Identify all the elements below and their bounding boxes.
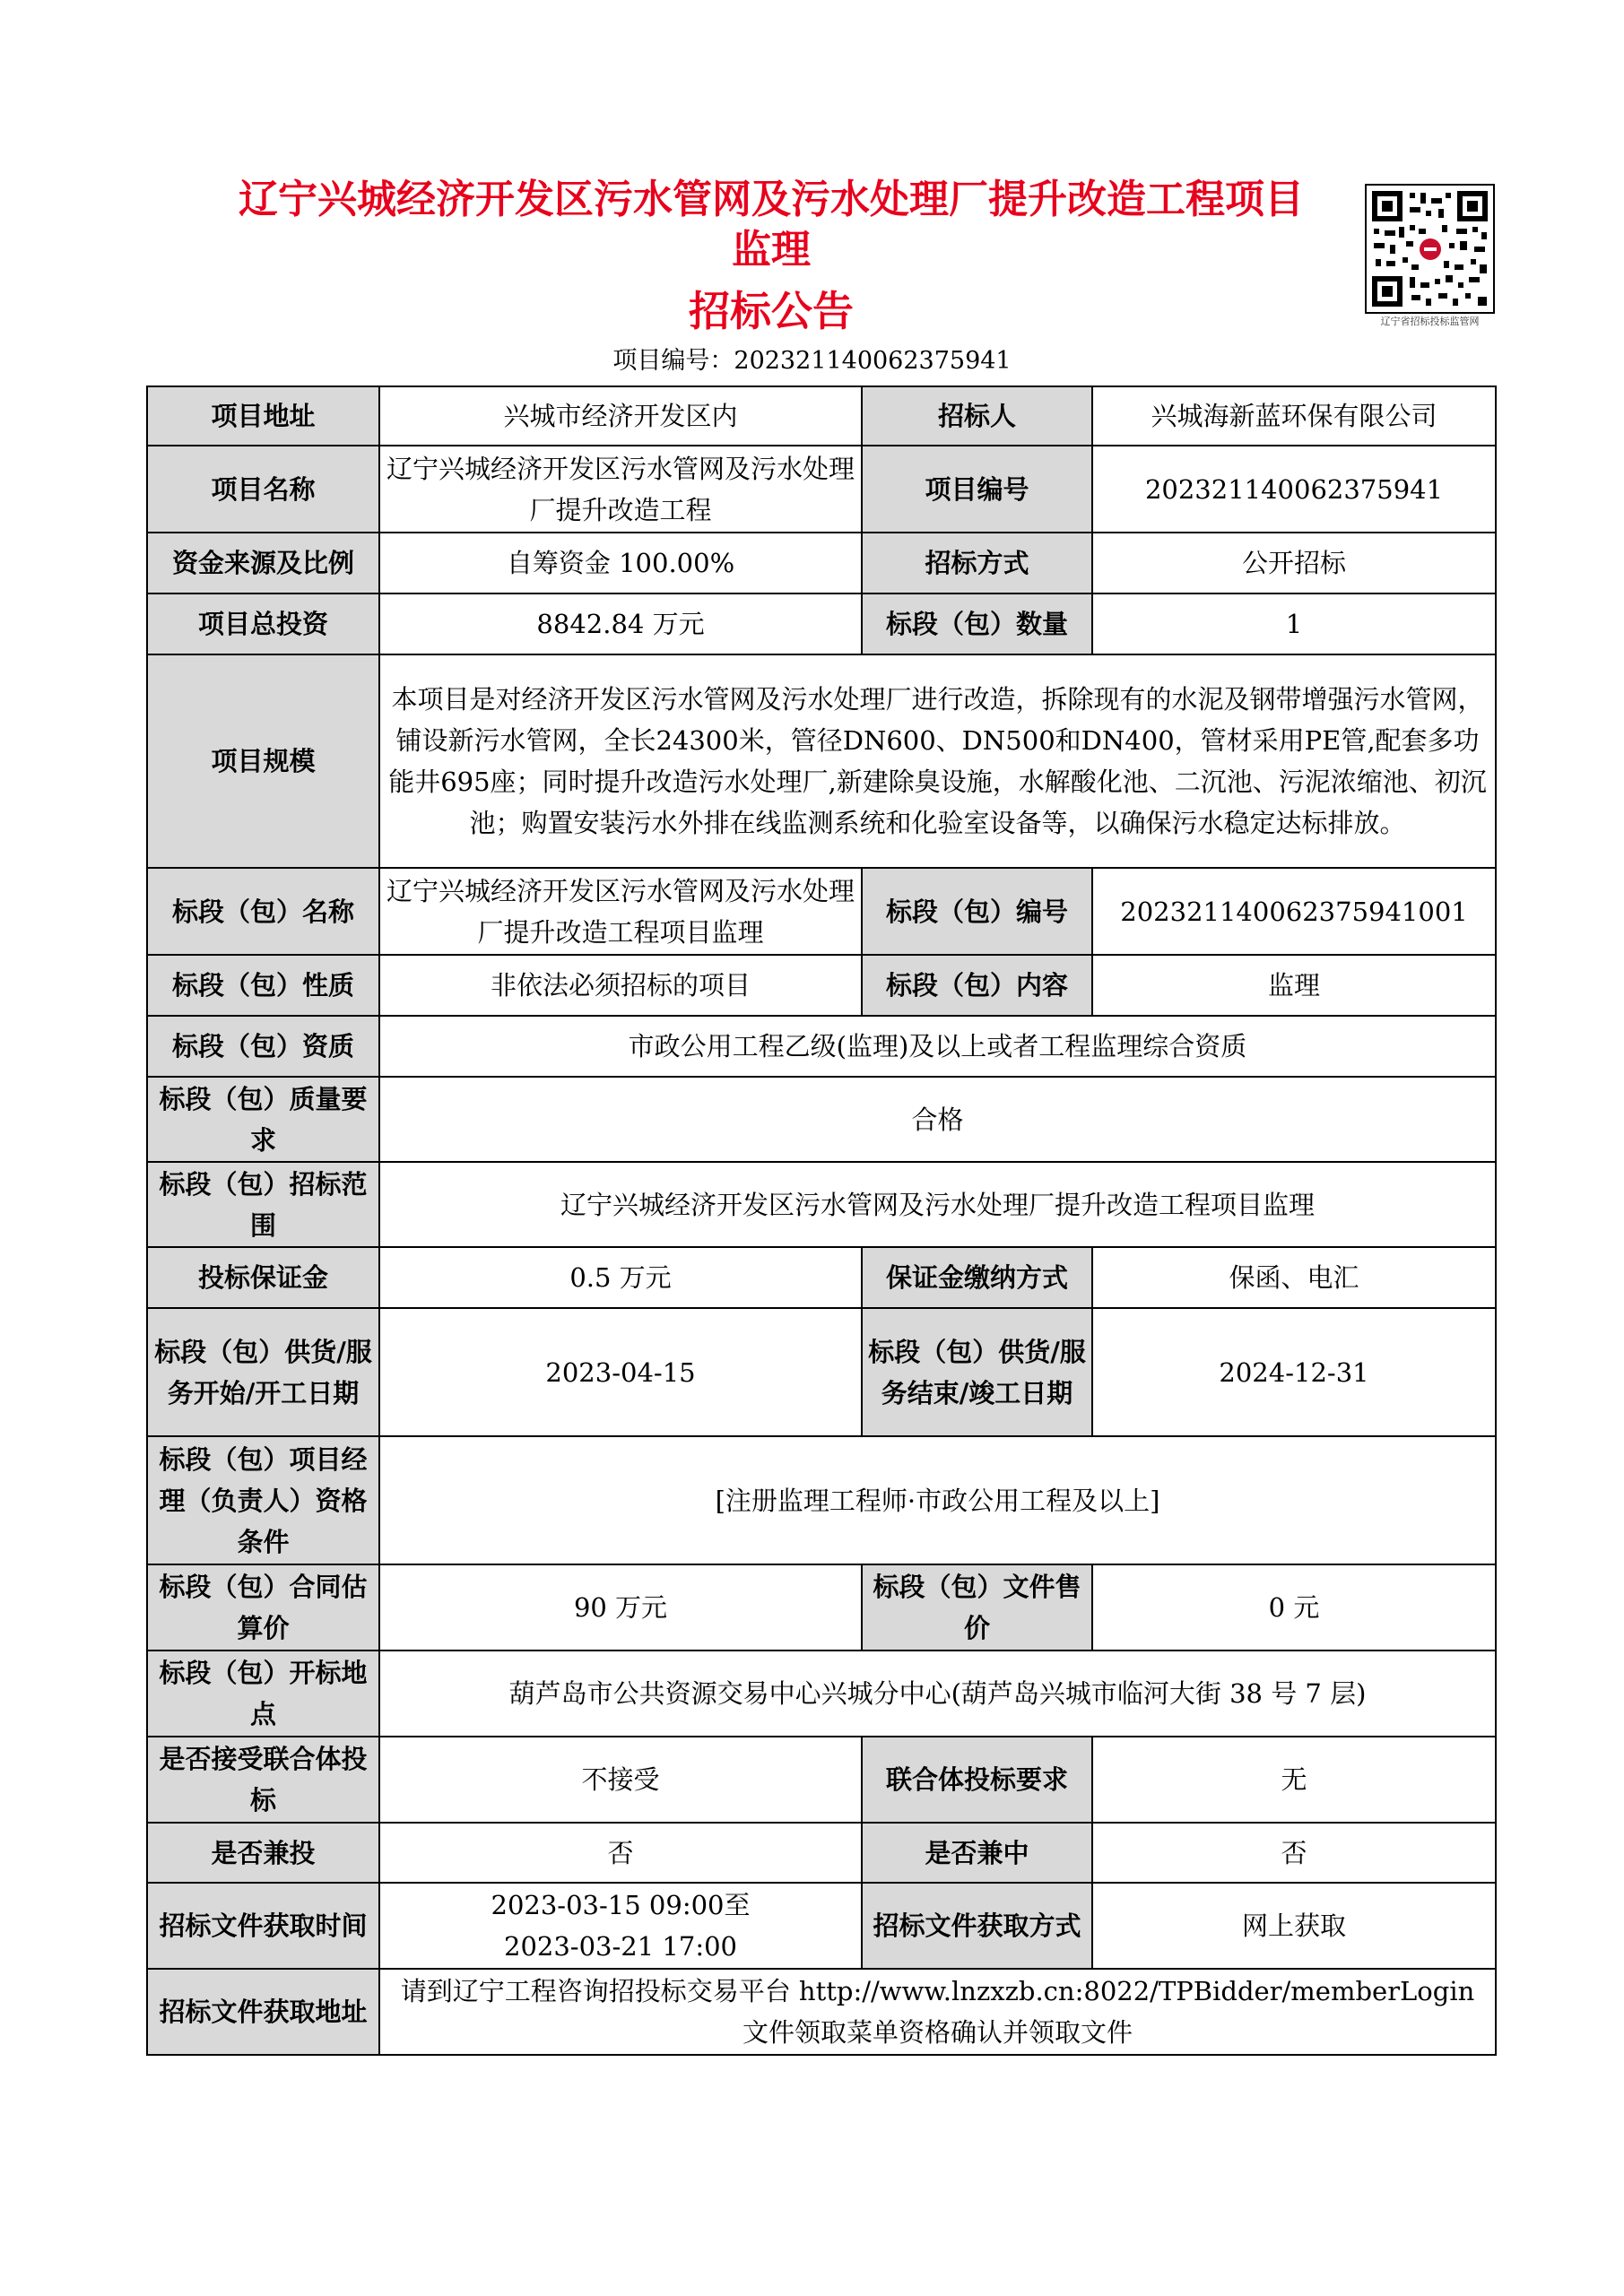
project-scale-label: 项目规模 — [147, 654, 379, 868]
funding-source-label: 资金来源及比例 — [147, 533, 379, 593]
tenderer-value: 兴城海新蓝环保有限公司 — [1092, 386, 1496, 446]
table-row — [147, 1969, 1496, 2055]
table-row — [147, 386, 1496, 446]
project-number-label: 项目编号 — [862, 446, 1092, 533]
section-qualification-value: 市政公用工程乙级(监理)及以上或者工程监理综合资质 — [379, 1016, 1496, 1077]
total-investment-value: 8842.84 万元 — [379, 593, 862, 654]
end-date-label: 标段（包）供货/服务结束/竣工日期 — [862, 1308, 1092, 1436]
tender-notice-table — [146, 386, 1497, 2056]
bid-deposit-value: 0.5 万元 — [379, 1247, 862, 1308]
page-title: 辽宁兴城经济开发区污水管网及污水处理厂提升改造工程项目 — [239, 177, 1304, 222]
table-row — [147, 446, 1496, 533]
qr-code-icon — [1365, 184, 1495, 314]
manager-qualification-label: 标段（包）项目经理（负责人）资格条件 — [147, 1436, 379, 1564]
start-date-value: 2023-04-15 — [379, 1308, 862, 1436]
section-count-label: 标段（包）数量 — [862, 593, 1092, 654]
section-count-value: 1 — [1092, 593, 1496, 654]
table-row — [147, 955, 1496, 1016]
section-content-label: 标段（包）内容 — [862, 955, 1092, 1016]
section-scope-label: 标段（包）招标范围 — [147, 1162, 379, 1247]
table-row — [147, 1651, 1496, 1737]
section-quality-label: 标段（包）质量要求 — [147, 1077, 379, 1162]
project-number-value: 202321140062375941 — [1092, 446, 1496, 533]
qr-caption: 辽宁省招标投标监管网 — [1380, 316, 1480, 327]
contract-estimate-label: 标段（包）合同估算价 — [147, 1564, 379, 1651]
project-name-label: 项目名称 — [147, 446, 379, 533]
table-row — [147, 1823, 1496, 1883]
concurrent-bid-label: 是否兼投 — [147, 1823, 379, 1883]
tender-method-label: 招标方式 — [862, 533, 1092, 593]
table-row — [147, 593, 1496, 654]
section-scope-value: 辽宁兴城经济开发区污水管网及污水处理厂提升改造工程项目监理 — [379, 1162, 1496, 1247]
table-row — [147, 1308, 1496, 1436]
opening-location-value: 葫芦岛市公共资源交易中心兴城分中心(葫芦岛兴城市临河大街 38 号 7 层) — [379, 1651, 1496, 1737]
table-row — [147, 1016, 1496, 1077]
project-address-label: 项目地址 — [147, 386, 379, 446]
consortium-requirement-value: 无 — [1092, 1737, 1496, 1823]
opening-location-label: 标段（包）开标地点 — [147, 1651, 379, 1737]
document-method-label: 招标文件获取方式 — [862, 1883, 1092, 1969]
project-address-value: 兴城市经济开发区内 — [379, 386, 862, 446]
notice-heading: 招标公告 — [689, 287, 854, 335]
document-time-label: 招标文件获取时间 — [147, 1883, 379, 1969]
section-number-label: 标段（包）编号 — [862, 868, 1092, 955]
document-address-value: 请到辽宁工程咨询招投标交易平台 http://www.lnzxzb.cn:8022/TPBidder/memberLogin 文件领取菜单资格确认并领取文件 — [379, 1969, 1496, 2055]
section-number-value: 202321140062375941001 — [1092, 868, 1496, 955]
document-price-label: 标段（包）文件售价 — [862, 1564, 1092, 1651]
contract-estimate-value: 90 万元 — [379, 1564, 862, 1651]
title-block — [179, 175, 1363, 336]
document-price-value: 0 元 — [1092, 1564, 1496, 1651]
tenderer-label: 招标人 — [862, 386, 1092, 446]
section-name-label: 标段（包）名称 — [147, 868, 379, 955]
table-row — [147, 533, 1496, 593]
table-row — [147, 1883, 1496, 1969]
concurrent-win-value: 否 — [1092, 1823, 1496, 1883]
table-row — [147, 654, 1496, 868]
project-number-line: 项目编号：202321140062375941 — [612, 347, 1012, 375]
total-investment-label: 项目总投资 — [147, 593, 379, 654]
start-date-label: 标段（包）供货/服务开始/开工日期 — [147, 1308, 379, 1436]
table-row — [147, 1564, 1496, 1651]
table-row — [147, 1247, 1496, 1308]
document-time-start: 2023-03-15 09:00至 — [491, 1890, 751, 1920]
bid-deposit-label: 投标保证金 — [147, 1247, 379, 1308]
section-nature-value: 非依法必须招标的项目 — [379, 955, 862, 1016]
deposit-payment-label: 保证金缴纳方式 — [862, 1247, 1092, 1308]
section-name-value: 辽宁兴城经济开发区污水管网及污水处理厂提升改造工程项目监理 — [379, 868, 862, 955]
section-quality-value: 合格 — [379, 1077, 1496, 1162]
table-row — [147, 1436, 1496, 1564]
concurrent-win-label: 是否兼中 — [862, 1823, 1092, 1883]
manager-qualification-value: [注册监理工程师·市政公用工程及以上] — [379, 1436, 1496, 1564]
table-row — [147, 1077, 1496, 1162]
consortium-requirement-label: 联合体投标要求 — [862, 1737, 1092, 1823]
section-nature-label: 标段（包）性质 — [147, 955, 379, 1016]
funding-source-value: 自筹资金 100.00% — [379, 533, 862, 593]
page-title-continued: 监理 — [732, 227, 811, 273]
document-address-label: 招标文件获取地址 — [147, 1969, 379, 2055]
concurrent-bid-value: 否 — [379, 1823, 862, 1883]
tender-method-value: 公开招标 — [1092, 533, 1496, 593]
consortium-accepted-value: 不接受 — [379, 1737, 862, 1823]
end-date-value: 2024-12-31 — [1092, 1308, 1496, 1436]
consortium-accepted-label: 是否接受联合体投标 — [147, 1737, 379, 1823]
project-scale-value: 本项目是对经济开发区污水管网及污水处理厂进行改造，拆除现有的水泥及钢带增强污水管网，铺设新污水管网，全长24300米，管径DN600、DN500和DN400，管材采用PE管,配套多功能井695座；同时提升改造污水处理厂,新建除臭设施，水解酸化池、二沉池、污泥浓缩池、初沉池；购置安装污水外排在线监测系统和化验室设备等，以确保污水稳定达标排放。 — [379, 654, 1496, 868]
project-name-value: 辽宁兴城经济开发区污水管网及污水处理厂提升改造工程 — [379, 446, 862, 533]
table-row — [147, 1737, 1496, 1823]
section-content-value: 监理 — [1092, 955, 1496, 1016]
document-method-value: 网上获取 — [1092, 1883, 1496, 1969]
document-time-value — [379, 1883, 862, 1969]
table-row — [147, 868, 1496, 955]
table-row — [147, 1162, 1496, 1247]
section-qualification-label: 标段（包）资质 — [147, 1016, 379, 1077]
document-time-end: 2023-03-21 17:00 — [504, 1931, 737, 1962]
deposit-payment-value: 保函、电汇 — [1092, 1247, 1496, 1308]
